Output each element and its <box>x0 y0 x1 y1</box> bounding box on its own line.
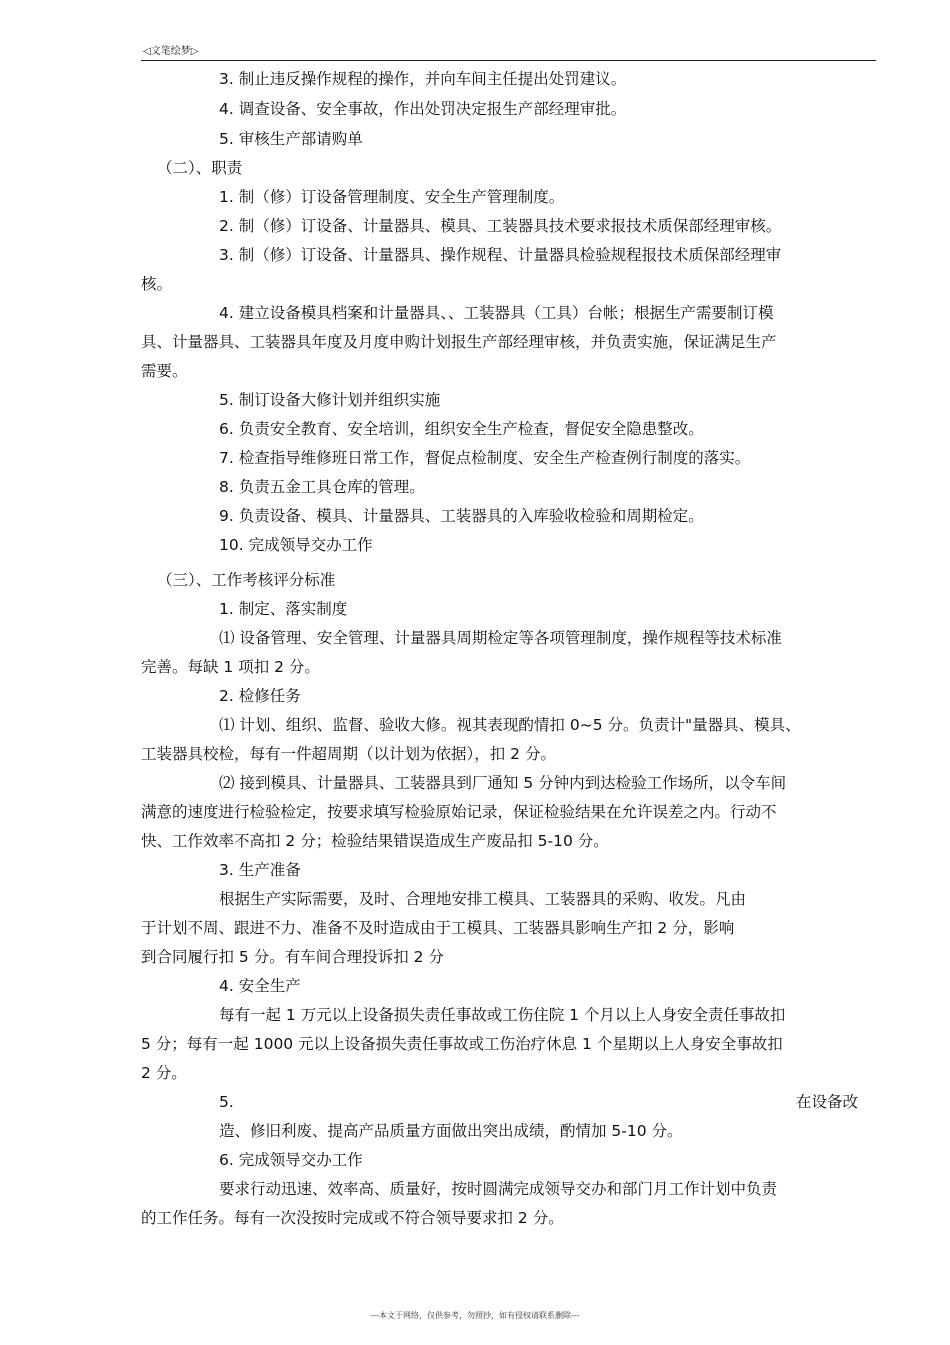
text-line: 9. 负责设备、模具、计量器具、工装器具的入库验收检验和周期检定。 <box>219 507 704 525</box>
section-heading: （三）、工作考核评分标准 <box>157 571 336 589</box>
text-line: 6. 完成领导交办工作 <box>219 1151 363 1169</box>
text-line: 完善。每缺 1 项扣 2 分。 <box>141 658 320 676</box>
text-line: 2. 检修任务 <box>219 687 301 705</box>
header-logo: ◁文笔绘梦▷ <box>143 46 199 57</box>
text-line: 5. <box>219 1093 234 1111</box>
text-line: 造、修旧利废、提高产品质量方面做出突出成绩，酌情加 5-10 分。 <box>219 1122 683 1140</box>
text-line: 3. 制止违反操作规程的操作，并向车间主任提出处罚建议。 <box>219 70 627 88</box>
text-line: ⑴ 计划、组织、监督、验收大修。视其表现酌情扣 0~5 分。负责计"量器具、模具、 <box>219 716 801 734</box>
text-line: ⑴ 设备管理、安全管理、计量器具周期检定等各项管理制度，操作规程等技术标准 <box>219 629 782 647</box>
text-line: 满意的速度进行检验检定，按要求填写检验原始记录，保证检验结果在允许误差之内。行动不 <box>141 803 777 821</box>
text-line: 于计划不周、跟进不力、准备不及时造成由于工模具、工装器具影响生产扣 2 分，影响 <box>141 919 735 937</box>
text-line: 要求行动迅速、效率高、质量好，按时圆满完成领导交办和部门月工作计划中负责 <box>219 1180 778 1198</box>
text-line: 8. 负责五金工具仓库的管理。 <box>219 478 425 496</box>
text-line: 3. 生产准备 <box>219 861 301 879</box>
text-line: 4. 调查设备、安全事故，作出处罚决定报生产部经理审批。 <box>219 100 627 118</box>
text-line: ⑵ 接到模具、计量器具、工装器具到厂通知 5 分钟内到达检验工作场所，以令车间 <box>219 774 787 792</box>
text-line: 到合同履行扣 5 分。有车间合理投诉扣 2 分 <box>141 948 444 966</box>
text-line: 每有一起 1 万元以上设备损失责任事故或工伤住院 1 个月以上人身安全责任事故扣 <box>219 1006 786 1024</box>
text-line: 4. 建立设备模具档案和计量器具、、工装器具（工具）台帐；根据生产需要制订模 <box>219 304 774 322</box>
text-line: 工装器具校检，每有一件超周期（以计划为依据），扣 2 分。 <box>141 745 556 763</box>
text-line: 2 分。 <box>141 1064 187 1082</box>
text-line: 4. 安全生产 <box>219 977 301 995</box>
text-line: 1. 制定、落实制度 <box>219 600 348 618</box>
text-line: 根据生产实际需要，及时、合理地安排工模具、工装器具的采购、收发。凡由 <box>219 890 747 908</box>
text-line: 5. 审核生产部请购单 <box>219 130 363 148</box>
header-rule <box>141 60 876 61</box>
text-line: 5 分；每有一起 1000 元以上设备损失责任事故或工伤治疗休息 1 个星期以上人身安全事故扣 <box>141 1035 783 1053</box>
text-line: 在设备改 <box>796 1093 859 1111</box>
text-line: 5. 制订设备大修计划并组织实施 <box>219 391 441 409</box>
text-line: 快、工作效率不高扣 2 分；检验结果错误造成生产废品扣 5-10 分。 <box>141 832 609 850</box>
text-line: 需要。 <box>141 362 188 380</box>
section-heading: （二）、职责 <box>157 159 243 177</box>
text-line: 1. 制（修）订设备管理制度、安全生产管理制度。 <box>219 188 565 206</box>
footer-disclaimer: ---本文于网络，仅供参考，勿照抄，如有侵权请联系删除--- <box>370 1311 580 1320</box>
text-line: 的工作任务。每有一次没按时完成或不符合领导要求扣 2 分。 <box>141 1209 564 1227</box>
text-line: 10. 完成领导交办工作 <box>219 536 373 554</box>
text-line: 7. 检查指导维修班日常工作，督促点检制度、安全生产检查例行制度的落实。 <box>219 449 751 467</box>
text-line: 2. 制（修）订设备、计量器具、模具、工装器具技术要求报技术质保部经理审核。 <box>219 217 782 235</box>
text-line: 3. 制（修）订设备、计量器具、操作规程、计量器具检验规程报技术质保部经理审 <box>219 246 782 264</box>
text-line: 6. 负责安全教育、安全培训，组织安全生产检查，督促安全隐患整改。 <box>219 420 704 438</box>
text-line: 具、计量器具、工装器具年度及月度申购计划报生产部经理审核，并负责实施，保证满足生产 <box>141 333 777 351</box>
text-line: 核。 <box>141 275 173 293</box>
